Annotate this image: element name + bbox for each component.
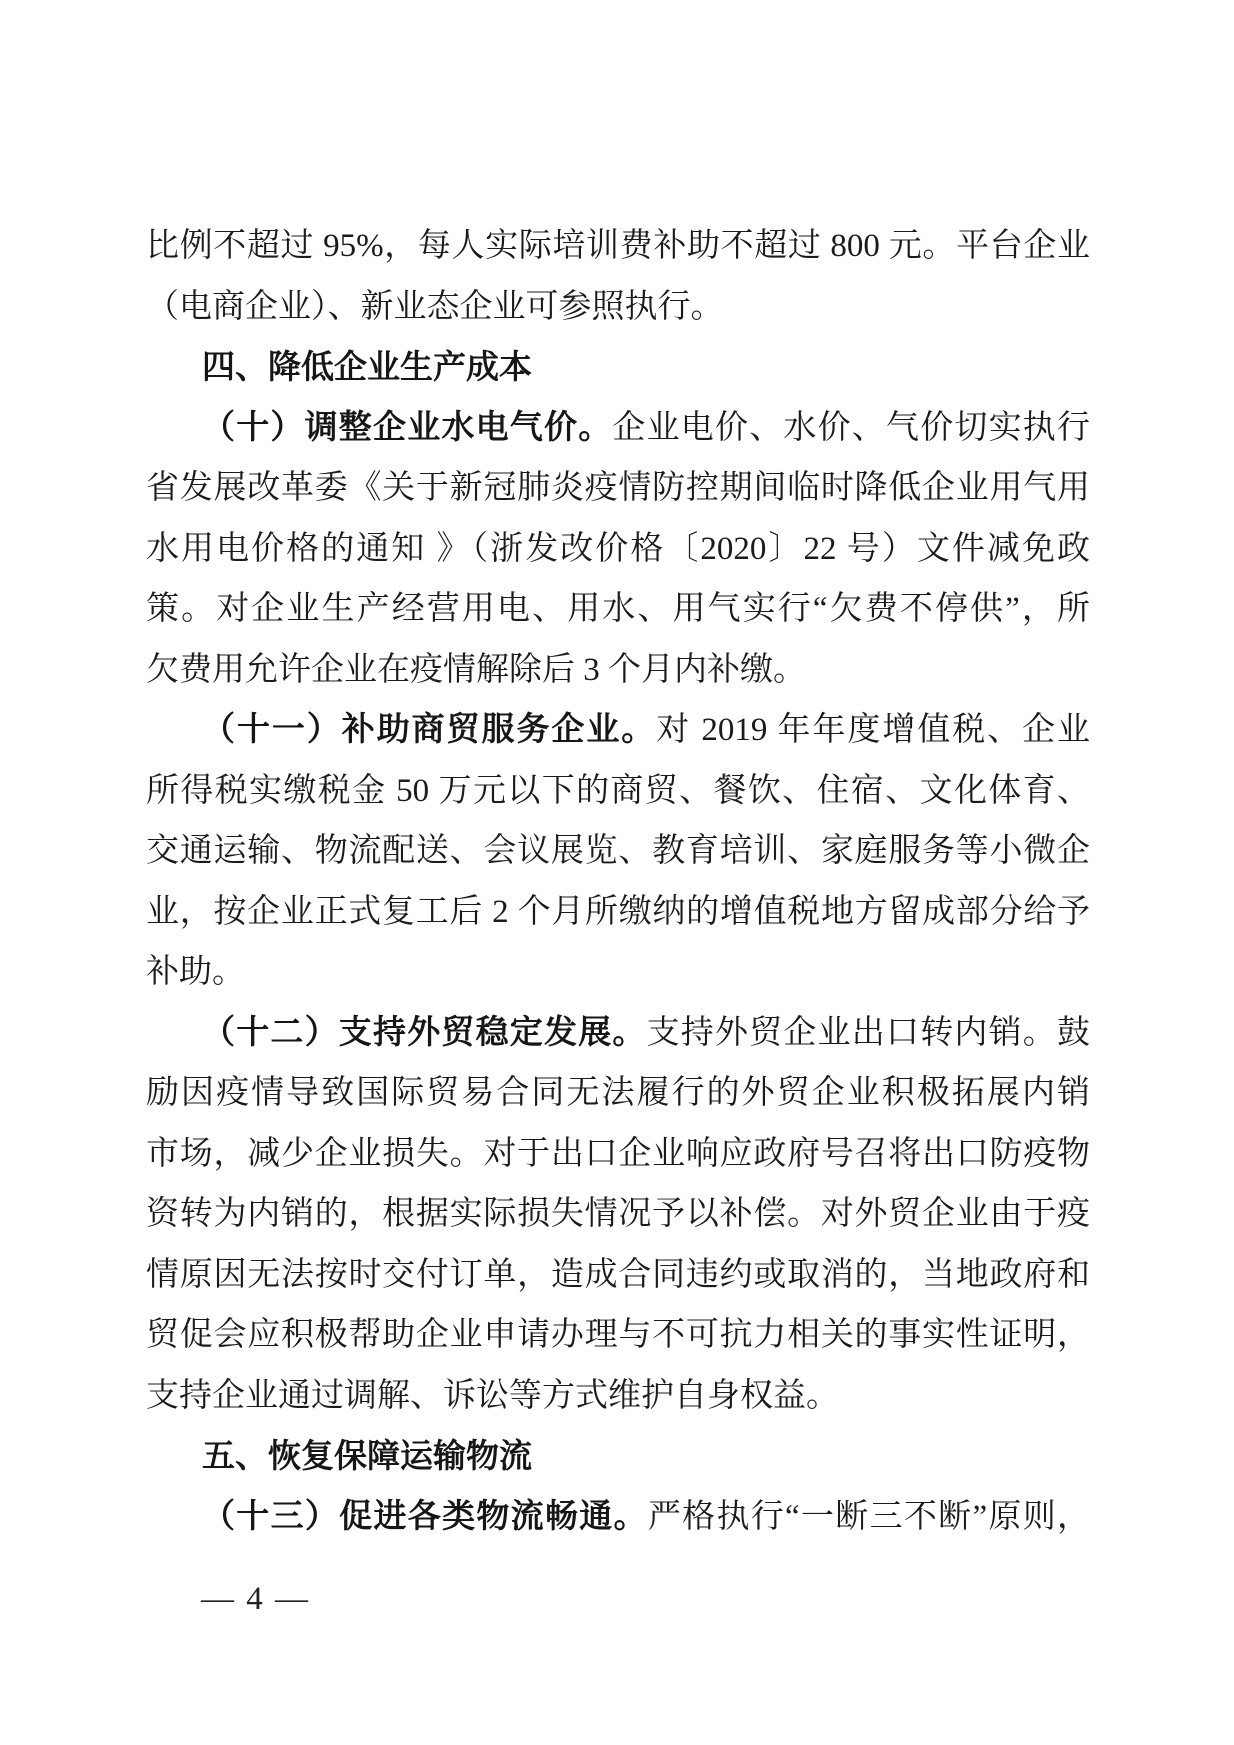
paragraph-lead: （十一）补助商贸服务企业。 bbox=[202, 712, 657, 748]
paragraph-text: 支持外贸企业出口转内销。鼓 bbox=[646, 1014, 1090, 1051]
text-line: 情原因无法按时交付订单，造成合同违约或取消的，当地政府和 bbox=[146, 1256, 1090, 1293]
text-line bbox=[146, 700, 1090, 761]
text-line: 省发展改革委《关于新冠肺炎疫情防控期间临时降低企业用气用 bbox=[146, 470, 1090, 506]
paragraph-lead: （十）调整企业水电气价。 bbox=[202, 409, 613, 446]
paragraph-lead: （十三）促进各类物流畅通。 bbox=[202, 1498, 648, 1535]
text-line: 支持企业通过调解、诉讼等方式维护自身权益。 bbox=[146, 1377, 839, 1414]
paragraph-lead: （十二）支持外贸稳定发展。 bbox=[202, 1014, 647, 1051]
paragraph-text: 严格执行“一断三不断”原则， bbox=[647, 1498, 1090, 1535]
text-line: 资转为内销的，根据实际损失情况予以补偿。对外贸企业由于疫 bbox=[146, 1196, 1090, 1232]
text-line: 交通运输、物流配送、会议展览、教育培训、家庭服务等小微企 bbox=[146, 833, 1090, 869]
text-line: 贸促会应积极帮助企业申请办理与不可抗力相关的事实性证明， bbox=[146, 1317, 1090, 1353]
paragraph-text: 对 2019 年年度增值税、企业 bbox=[656, 712, 1090, 748]
text-line: 所得税实缴税金 50 万元以下的商贸、餐饮、住宿、文化体育、 bbox=[146, 772, 1090, 809]
text-line: 业，按企业正式复工后 2 个月所缴纳的增值税地方留成部分给予 bbox=[146, 893, 1090, 930]
text-line bbox=[146, 398, 1090, 459]
document-text bbox=[146, 216, 1090, 1547]
text-line bbox=[146, 1003, 1090, 1064]
text-line: 水用电价格的通知 》（浙发改价格〔2020〕22 号）文件减免政 bbox=[146, 530, 1090, 567]
text-line: 市场，减少企业损失。对于出口企业响应政府号召将出口防疫物 bbox=[146, 1135, 1090, 1172]
section-heading: 五、恢复保障运输物流 bbox=[202, 1437, 532, 1474]
text-line bbox=[146, 1487, 1090, 1548]
page-number: — 4 — bbox=[201, 1581, 310, 1617]
paragraph-text: 企业电价、水价、气价切实执行 bbox=[612, 409, 1090, 446]
text-line: 补助。 bbox=[146, 954, 245, 990]
text-line: （电商企业）、新业态企业可参照执行。 bbox=[146, 288, 724, 325]
text-line: 励因疫情导致国际贸易合同无法履行的外贸企业积极拓展内销 bbox=[146, 1075, 1090, 1111]
text-line: 策。对企业生产经营用电、用水、用气实行“欠费不停供”，所 bbox=[146, 591, 1090, 627]
text-line: 比例不超过 95%，每人实际培训费补助不超过 800 元。平台企业 bbox=[146, 228, 1090, 264]
section-heading: 四、降低企业生产成本 bbox=[202, 348, 532, 385]
text-line: 欠费用允许企业在疫情解除后 3 个月内补缴。 bbox=[146, 651, 806, 688]
